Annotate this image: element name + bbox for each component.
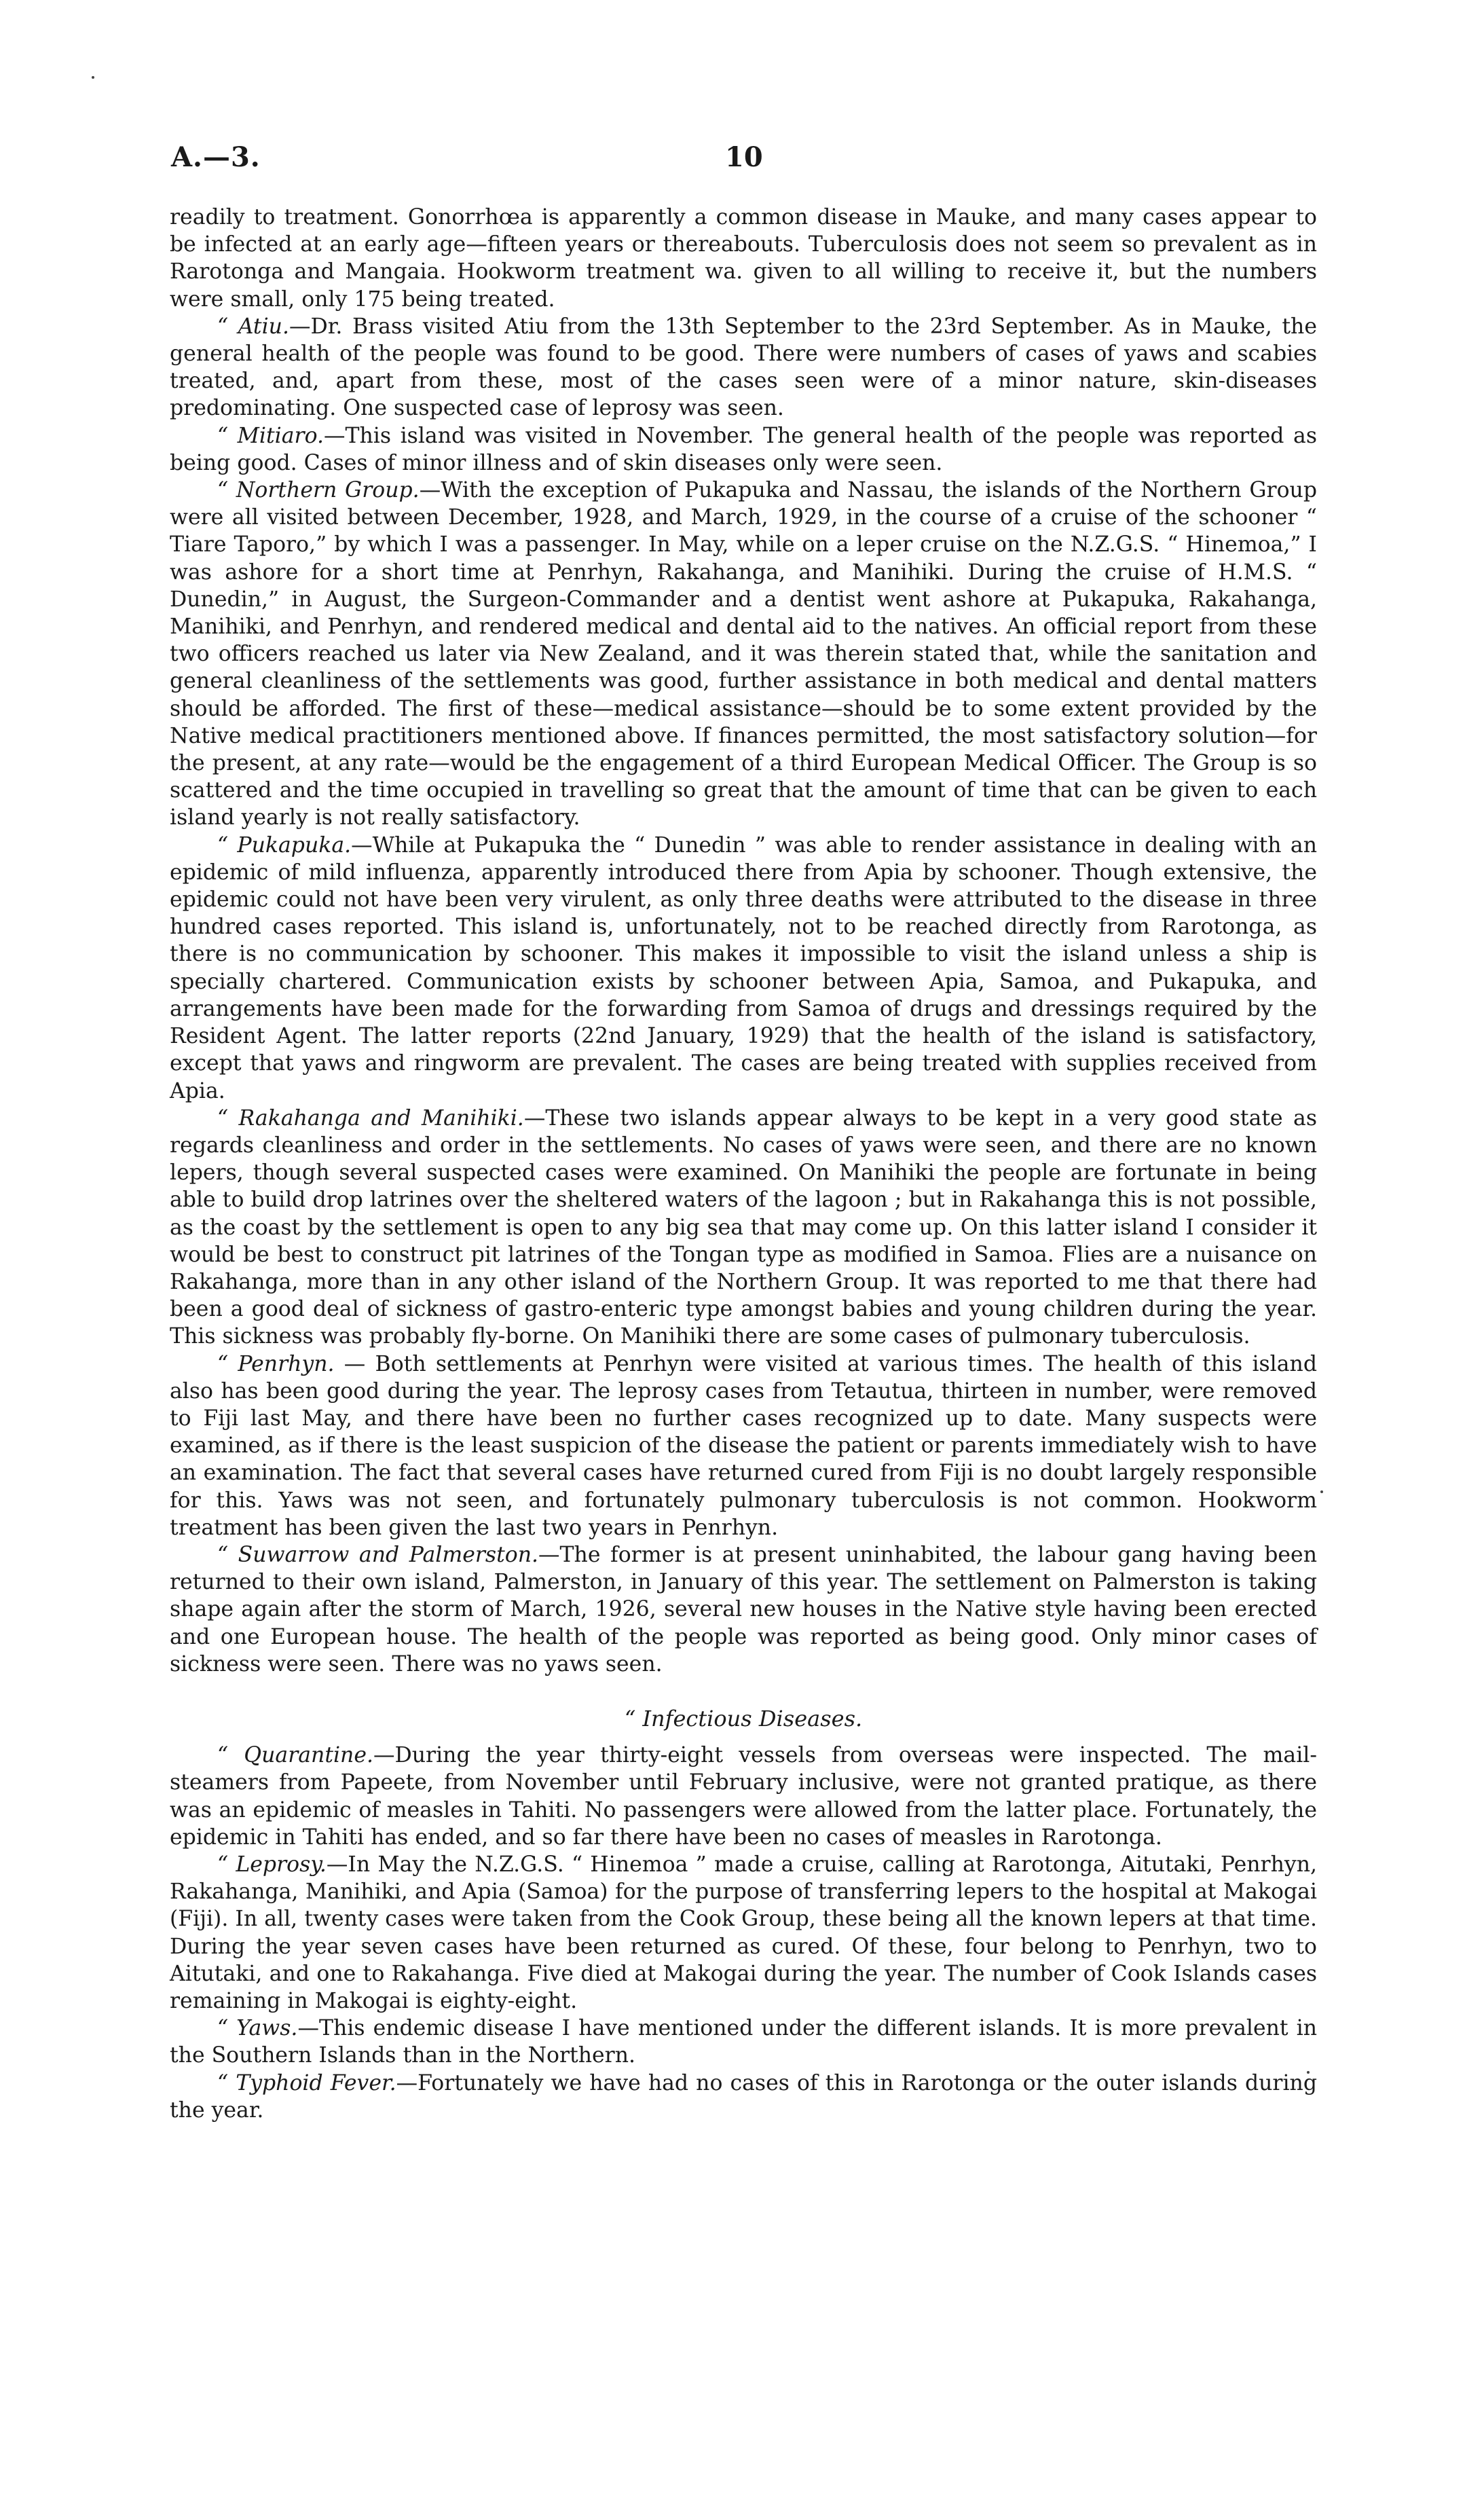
paragraph-text: —During the year thirty-eight vessels from overseas were inspected. The mail-steamers from Papeete, from November until February inclusive, were not granted pratique, as there was an epidemic of measles in Tahiti. No passengers were allowed from the latter place. Fortunately, the epidemic in Tahiti has ended, and so far there have been no cases of measles in Rarotonga. — [170, 1743, 1318, 1850]
paragraph-text: —This island was visited in November. The general health of the people was reported as being good. Cases of minor illness and of skin diseases only were seen. — [170, 423, 1317, 475]
paragraph-heading: “ Leprosy. — [217, 1852, 327, 1877]
paragraph — [170, 1742, 1317, 1851]
infectious-diseases-paragraphs — [170, 1742, 1317, 2124]
scan-speck — [92, 76, 94, 79]
paragraph-text: —This endemic disease I have mentioned under the different islands. It is more prevalent in the Southern Islands than in the Northern. — [170, 2016, 1318, 2068]
paragraph — [170, 477, 1317, 832]
page-number: 10 — [725, 141, 763, 173]
paragraph-heading: “ Typhoid Fever. — [217, 2070, 396, 2095]
paragraph-text: —Fortunately we have had no cases of this in Rarotonga or the outer islands during the year. — [170, 2070, 1317, 2123]
paragraph-heading: “ Rakahanga and Manihiki. — [217, 1105, 524, 1131]
paragraph-heading: “ Pukapuka. — [217, 832, 352, 858]
paragraph-text: —In May the N.Z.G.S. “ Hinemoa ” made a cruise, calling at Rarotonga, Aitutaki, Penrhyn, Rakahanga, Manihiki, and Apia (Samoa) for the purpose of transferring lepers to the hospital at Makogai (Fiji). In all, twenty cases were taken from the Cook Group, these being all the known lepers at that time. During the year seven cases have been returned as cured. Of these, four belong to Penrhyn, two to Aitutaki, and one to Rakahanga. Five died at Makogai during the year. The number of Cook Islands cases remaining in Makogai is eighty-eight. — [170, 1852, 1317, 2013]
paragraph — [170, 1105, 1317, 1351]
paragraph-heading: “ Yaws. — [217, 2016, 298, 2041]
paragraph-text: — Both settlements at Penrhyn were visited at various times. The health of this island also has been good during the year. The leprosy cases from Tetautua, thirteen in number, were removed to Fiji last May, and there have been no further cases recognized up to date. Many suspects were examined, as if there is the least suspicion of the disease the patient or parents immediately wish to have an examination. The fact that several cases have returned cured from Fiji is no doubt largely responsible for this. Yaws was not seen, and fortunately pulmonary tuberculosis is not common. Hookworm treatment has been given the last two years in Penrhyn. — [170, 1351, 1317, 1540]
paragraph-text: —The former is at present uninhabited, the labour gang having been returned to their own island, Palmerston, in January of this year. The settlement on Palmerston is taking shape again after the storm of March, 1926, several new houses in the Native style having been erected and one European house. The health of the people was reported as being good. Only minor cases of sickness were seen. There was no yaws seen. — [170, 1542, 1317, 1676]
paragraph — [170, 2070, 1317, 2124]
scan-speck — [1320, 1490, 1323, 1493]
document-reference: A.—3. — [171, 141, 261, 173]
paragraph — [170, 832, 1317, 1105]
paragraph-heading: “ Quarantine. — [217, 1743, 373, 1768]
paragraph — [170, 1851, 1317, 2015]
paragraph-heading: “ Atiu. — [217, 314, 289, 339]
paragraph-heading: “ Penrhyn. — [217, 1351, 335, 1376]
paragraph — [170, 1541, 1317, 1678]
section-title: “ Infectious Diseases. — [624, 1705, 863, 1731]
paragraph-heading: “ Suwarrow and Palmerston. — [217, 1542, 539, 1567]
document-body — [170, 204, 1317, 2124]
paragraph-heading: “ Northern Group. — [217, 478, 420, 503]
paragraph-text: —While at Pukapuka the “ Dunedin ” was able to render assistance in dealing with an epidemic of mild influenza, apparently introduced there from Apia by schooner. Though extensive, the epidemic could not have been very virulent, as only three deaths were attributed to the disease in three hundred cases reported. This island is, unfortunately, not to be reached directly from Rarotonga, as there is no communication by schooner. This makes it impossible to visit the island unless a ship is specially chartered. Communication exists by schooner between Apia, Samoa, and Pukapuka, and arrangements have been made for the forwarding from Samoa of drugs and dressings required by the Resident Agent. The latter reports (22nd January, 1929) that the health of the island is satisfactory, except that yaws and ringworm are prevalent. The cases are being treated with supplies received from Apia. — [170, 832, 1317, 1103]
paragraph — [170, 1351, 1317, 1541]
page-header — [0, 141, 1484, 182]
report-paragraphs — [170, 204, 1317, 1678]
paragraph-text: —These two islands appear always to be kept in a very good state as regards cleanliness and order in the settlements. No cases of yaws were seen, and there are no known lepers, though several suspected cases were examined. On Manihiki the people are fortunate in being able to build drop latrines over the sheltered waters of the lagoon ; but in Rakahanga this is not possible, as the coast by the settlement is open to any big sea that may come up. On this latter island I consider it would be best to construct pit latrines of the Tongan type as modified in Samoa. Flies are a nuisance on Rakahanga, more than in any other island of the Northern Group. It was reported to me that there had been a good deal of sickness of gastro-enteric type amongst babies and young children during the year. This sickness was probably fly-borne. On Manihiki there are some cases of pulmonary tuberculosis. — [170, 1105, 1317, 1349]
paragraph-text: —Dr. Brass visited Atiu from the 13th September to the 23rd September. As in Mauke, the general health of the people was found to be good. There were numbers of cases of yaws and scabies treated, and, apart from these, most of the cases seen were of a minor nature, skin-diseases predominating. One suspected case of leprosy was seen. — [170, 314, 1317, 421]
paragraph — [170, 2015, 1317, 2069]
paragraph-text: readily to treatment. Gonorrhœa is apparently a common disease in Mauke, and many cases appear to be infected at an early age—fifteen years or thereabouts. Tuberculosis does not seem so prevalent as in Rarotonga and Mangaia. Hookworm treatment wa. given to all willing to receive it, but the numbers were small, only 175 being treated. — [170, 205, 1317, 312]
paragraph — [170, 204, 1317, 313]
paragraph — [170, 422, 1317, 477]
paragraph-text: —With the exception of Pukapuka and Nassau, the islands of the Northern Group were all visited between December, 1928, and March, 1929, in the course of a cruise of the schooner “ Tiare Taporo,” by which I was a passenger. In May, while on a leper cruise on the N.Z.G.S. “ Hinemoa,” I was ashore for a short time at Penrhyn, Rakahanga, and Manihiki. During the cruise of H.M.S. “ Dunedin,” in August, the Surgeon-Commander and a dentist went ashore at Pukapuka, Rakahanga, Manihiki, and Penrhyn, and rendered medical and dental aid to the natives. An official report from these two officers reached us later via New Zealand, and it was therein stated that, while the sanitation and general cleanliness of the settlements was good, further assistance in both medical and dental matters should be afforded. The first of these—medical assistance—should be to some extent provided by the Native medical practitioners mentioned above. If finances permitted, the most satisfactory solution—for the present, at any rate—would be the engagement of a third European Medical Officer. The Group is so scattered and the time occupied in travelling so great that the amount of time that can be given to each island yearly is not really satisfactory. — [170, 478, 1317, 830]
paragraph — [170, 313, 1317, 422]
paragraph-heading: “ Mitiaro. — [217, 423, 324, 448]
